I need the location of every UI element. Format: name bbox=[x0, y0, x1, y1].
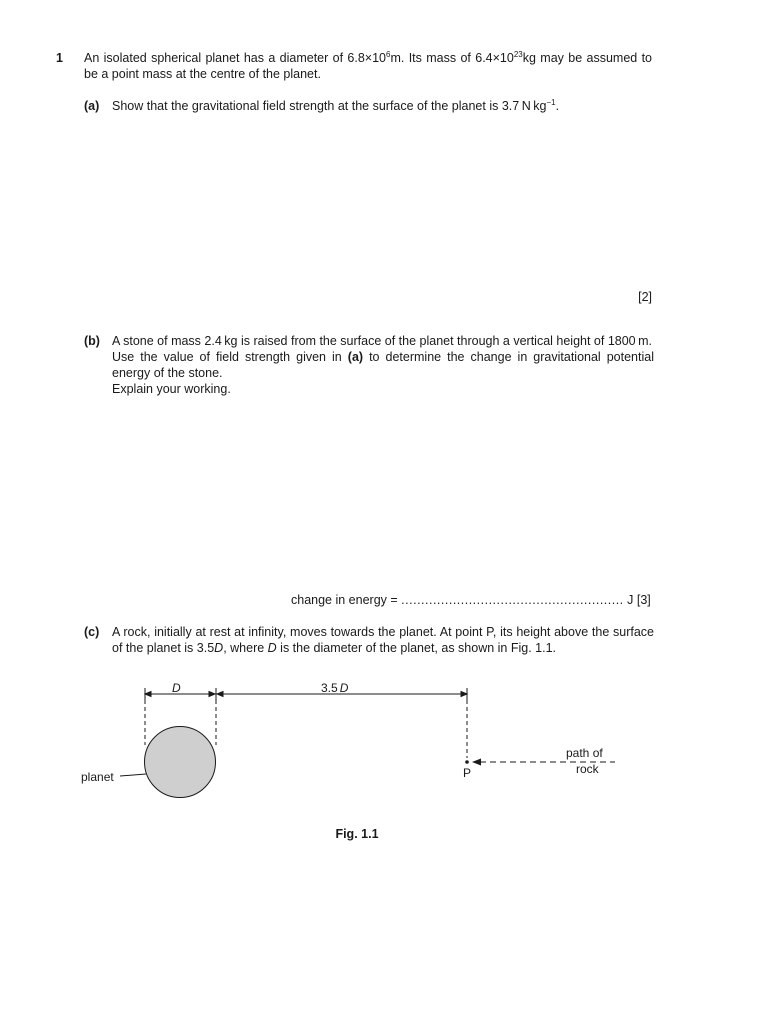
part-a-label: (a) bbox=[84, 99, 100, 113]
path-label-line2: rock bbox=[576, 762, 599, 776]
intro-text-3: kg may be assumed to be a point mass at the centre of the planet. bbox=[84, 51, 653, 81]
part-a-text-end: . bbox=[555, 99, 560, 113]
answer-unit: J bbox=[627, 593, 634, 607]
question-intro bbox=[84, 50, 652, 82]
part-b-line1: A stone of mass 2.4 kg is raised from the surface of the planet through a vertical height of 1800 m. bbox=[112, 334, 653, 348]
part-a-text-main: Show that the gravitational field strength at the surface of the planet is 3.7 N kg bbox=[112, 99, 547, 113]
dim-label-3-5d bbox=[321, 681, 349, 695]
arrow-35d-left-icon bbox=[217, 692, 223, 697]
part-b-line2 bbox=[112, 349, 654, 381]
arrow-d-right-icon bbox=[209, 692, 215, 697]
part-c-text-2: , where bbox=[223, 641, 268, 655]
part-a-marks: [2] bbox=[638, 290, 652, 304]
part-b-ref-a: (a) bbox=[347, 350, 364, 364]
path-label-line1: path of bbox=[566, 746, 603, 760]
part-a-exponent: −1 bbox=[546, 97, 556, 107]
intro-exponent-2: 23 bbox=[513, 49, 523, 59]
part-b-line2-pre: Use the value of field strength given in bbox=[112, 350, 348, 364]
part-a bbox=[84, 98, 654, 114]
dim-label-3-5-d: D bbox=[339, 681, 349, 695]
part-c-label: (c) bbox=[84, 625, 100, 639]
part-c-var-d2: D bbox=[267, 641, 277, 655]
intro-text-2: m. Its mass of 6.4×10 bbox=[390, 51, 514, 65]
intro-exponent-1: 6 bbox=[386, 49, 391, 59]
part-c-text bbox=[112, 624, 654, 656]
figure-caption: Fig. 1.1 bbox=[335, 827, 379, 841]
part-b-label: (b) bbox=[84, 334, 100, 348]
answer-line-energy bbox=[291, 592, 653, 608]
rock-path-arrowhead-icon bbox=[472, 759, 481, 766]
arrow-35d-right-icon bbox=[461, 692, 467, 697]
part-c-text-1: A rock, initially at rest at infinity, moves towards the planet. At point P, its height above the surface of the planet is 3.5 bbox=[112, 625, 654, 655]
part-c bbox=[84, 624, 654, 656]
dim-label-d: D bbox=[172, 681, 181, 695]
intro-text-1: An isolated spherical planet has a diameter of 6.8×10 bbox=[84, 51, 387, 65]
arrow-d-left-icon bbox=[145, 692, 151, 697]
planet-leader-line bbox=[120, 774, 146, 776]
part-b-line3: Explain your working. bbox=[112, 382, 231, 396]
point-p-dot bbox=[465, 760, 469, 764]
part-b bbox=[84, 333, 654, 397]
planet-circle bbox=[145, 727, 216, 798]
part-a-text bbox=[112, 98, 654, 114]
point-p-label: P bbox=[463, 766, 472, 780]
question-number: 1 bbox=[56, 51, 63, 65]
part-c-text-3: is the diameter of the planet, as shown in Fig. 1.1. bbox=[276, 641, 557, 655]
part-b-body bbox=[112, 333, 654, 397]
answer-label: change in energy = bbox=[291, 593, 398, 607]
part-b-marks: [3] bbox=[636, 593, 651, 607]
answer-blank[interactable]: ........................................................ bbox=[401, 593, 624, 607]
planet-label: planet bbox=[81, 770, 114, 784]
part-b-line2-post: to determine the change in gravitational potential energy of the stone. bbox=[112, 350, 654, 380]
part-c-var-d1: D bbox=[214, 641, 224, 655]
dim-label-3-5: 3.5 bbox=[321, 681, 338, 695]
